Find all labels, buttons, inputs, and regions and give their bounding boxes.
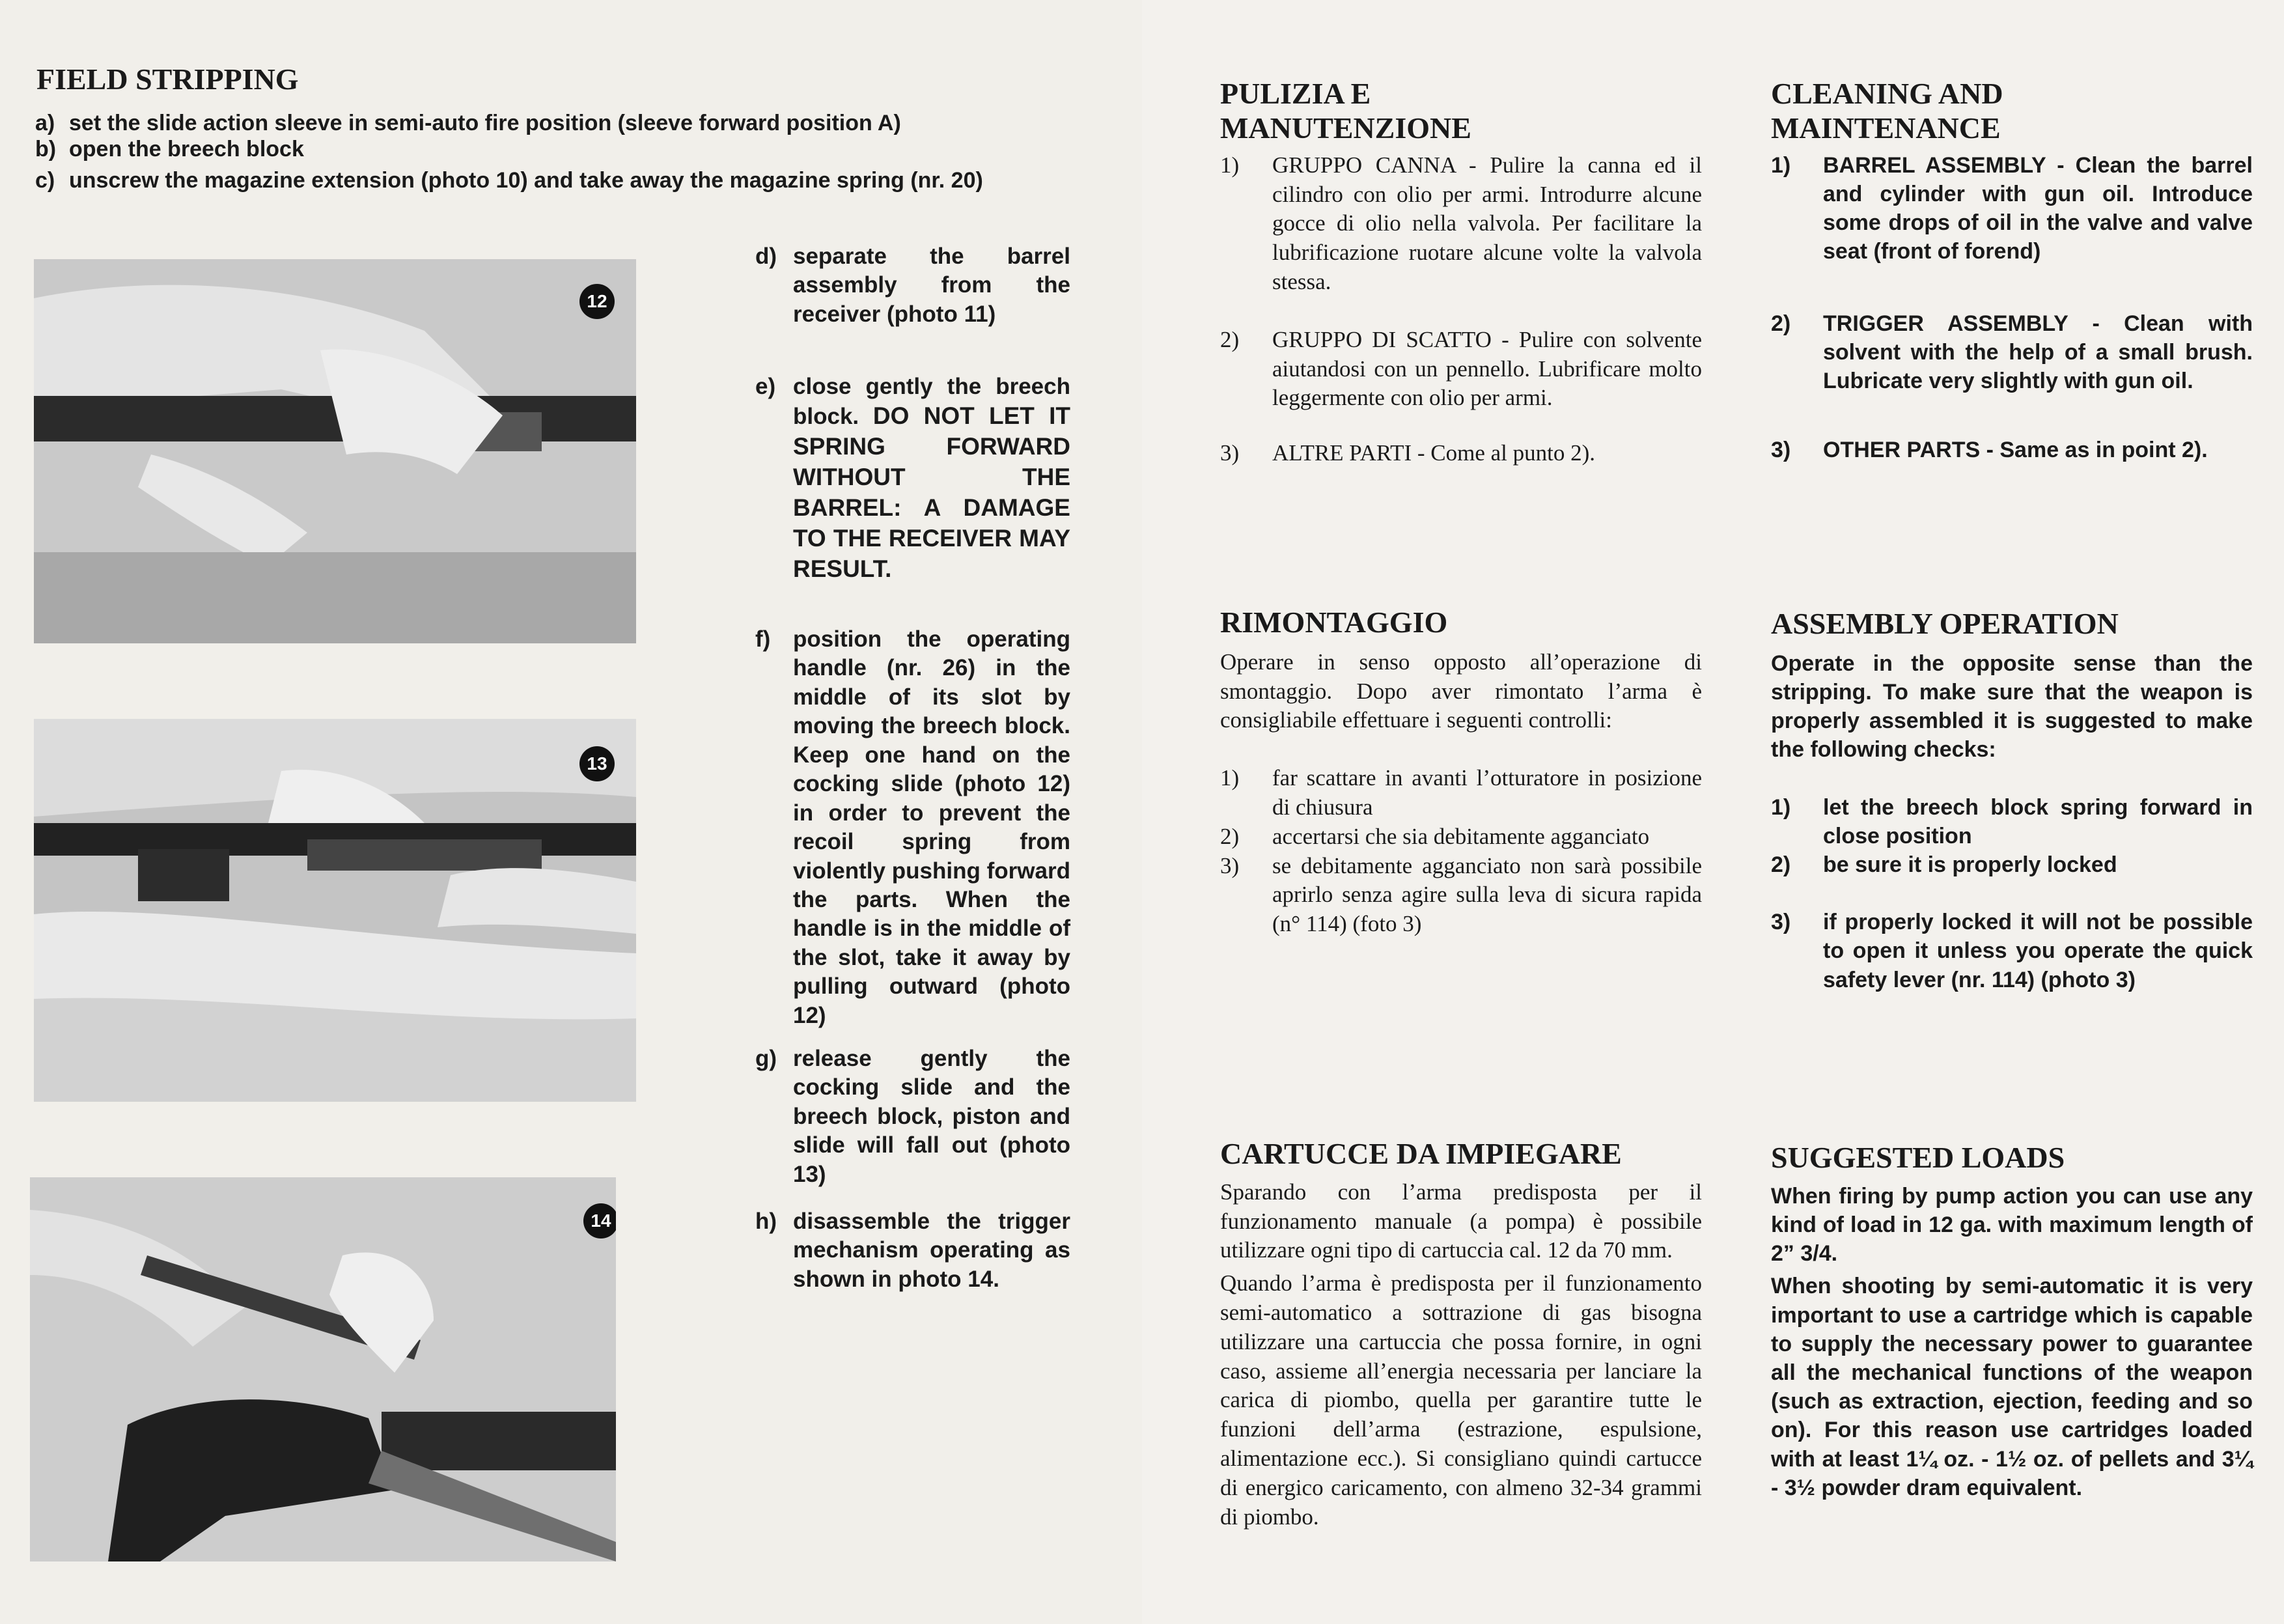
rimontaggio-item-1: 1) far scattare in avanti l’otturatore in posizione di chiusura [1220, 765, 1702, 820]
rimontaggio-intro: Operare in senso opposto all’operazione di smontaggio. Dopo aver rimontato l’arma è consigliabile effettuare i seguenti controlli: [1220, 649, 1702, 733]
cleaning-title-line2: MAINTENANCE [1771, 111, 2001, 145]
loads-p1: When firing by pump action you can use any kind of load in 12 ga. with maximum length of 2” 3/4. [1771, 1183, 2253, 1267]
step-f: f) position the operating handle (nr. 26) in the middle of its slot by moving the breech block. Keep one hand on the cocking slide (photo 12) in order to prevent the recoil spring from violently pushing forward the parts. When the handle is in the middle of the slot, take it away by pulling outward (photo 12) [755, 626, 1070, 1028]
pulizia-item-3: 3) ALTRE PARTI - Come al punto 2). [1220, 440, 1595, 466]
photo-12-badge: 12 [579, 284, 615, 319]
cleaning-item-3: 3) OTHER PARTS - Same as in point 2). [1771, 438, 2208, 463]
assembly-section [1771, 607, 2253, 1011]
step-g: g) release gently the cocking slide and the breech block, piston and slide will fall out (photo 13) [755, 1046, 1070, 1187]
intro-step-b: b) open the breech block [35, 137, 304, 161]
cartucce-p1: Sparando con l’arma predisposta per il funzionamento manuale (a pompa) è possibile utilizzare ogni tipo di cartuccia cal. 12 da 70 mm. [1220, 1179, 1702, 1263]
loads-title: SUGGESTED LOADS [1771, 1141, 2065, 1174]
photo-13 [34, 719, 636, 1102]
rimontaggio-item-3: 3) se debitamente agganciato non sarà possibile aprirlo senza agire sulla leva di sicura rapida (n° 114) (foto 3) [1220, 852, 1702, 937]
pulizia-title-line2: MANUTENZIONE [1220, 111, 1471, 145]
photo-13-badge: 13 [579, 746, 615, 781]
assembly-item-2: 2) be sure it is properly locked [1771, 852, 2117, 878]
right-page [1142, 0, 2284, 1624]
step-d: d) separate the barrel assembly from the receiver (photo 11) [755, 244, 1070, 327]
loads-section [1771, 1141, 2253, 1506]
rimontaggio-item-2: 2) accertarsi che sia debitamente agganciato [1220, 823, 1650, 849]
rimontaggio-title: RIMONTAGGIO [1220, 606, 1448, 639]
intro-step-c: c) unscrew the magazine extension (photo 10) and take away the magazine spring (nr. 20) [35, 168, 983, 193]
photo-12-image [34, 259, 636, 643]
rimontaggio-section [1220, 606, 1702, 956]
photo-14 [30, 1177, 616, 1561]
photo-12 [34, 259, 636, 643]
photo-14-badge: 14 [583, 1203, 616, 1239]
cleaning-title-line1: CLEANING AND [1771, 77, 2003, 110]
pulizia-section [1220, 77, 1702, 485]
cleaning-section [1771, 77, 2253, 481]
cartucce-title: CARTUCCE DA IMPIEGARE [1220, 1137, 1622, 1170]
pulizia-item-2: 2) GRUPPO DI SCATTO - Pulire con solvente aiutandosi con un pennello. Lubrificare molto leggermente con olio per armi. [1220, 326, 1702, 411]
cartucce-section [1220, 1137, 1702, 1535]
step-e: e) close gently the breech block. DO NOT LET IT SPRING FORWARD WITHOUT THE BARREL: A DAMAGE TO THE RECEIVER MAY RESULT. [755, 374, 1071, 583]
intro-step-a: a) set the slide action sleeve in semi-auto fire position (sleeve forward position A) [35, 111, 901, 135]
cleaning-item-1: 1) BARREL ASSEMBLY - Clean the barrel and cylinder with gun oil. Introduce some drops of oil in the valve and valve seat (front of forend) [1771, 152, 2253, 264]
pulizia-item-1: 1) GRUPPO CANNA - Pulire la canna ed il cilindro con olio per armi. Introdurre alcune gocce di olio nella valvola. Per facilitare la lubrificazione ruotare alcune volte la valvola stessa. [1220, 152, 1702, 294]
pulizia-title-line1: PULIZIA E [1220, 77, 1371, 110]
assembly-intro: Operate in the opposite sense than the stripping. To make sure that the weapon is properly assembled it is suggested to make the following checks: [1771, 651, 2253, 763]
photo-13-image [34, 719, 636, 1102]
field-stripping-title: FIELD STRIPPING [36, 63, 299, 96]
assembly-title: ASSEMBLY OPERATION [1771, 607, 2119, 640]
cartucce-p2: Quando l’arma è predisposta per il funzionamento semi-automatico a sottrazione di gas bisogna utilizzare una cartuccia che possa fornire, in ogni caso, assieme all’energia necessaria per lanciare la carica di piombo, quella per garantire tutte le funzioni dell’arma (estrazione, espulsione, alimentazione ecc.). Si consigliano quindi cartucce di energico caricamento, con almeno 32-34 grammi di piombo. [1220, 1270, 1702, 1530]
assembly-item-1: 1) let the breech block spring forward in close position [1771, 794, 2253, 848]
cleaning-item-2: 2) TRIGGER ASSEMBLY - Clean with solvent with the help of a small brush. Lubricate very slightly with gun oil. [1771, 311, 2253, 393]
loads-p2: When shooting by semi-automatic it is very important to use a cartridge which is capable to supply the necessary power to guarantee all the mechanical functions of the weapon (such as extraction, ejection, feeding and so on). For this reason use cartridges loaded with at least 1¼ oz. - 1½ oz. of pellets and 3¼ - 3½ powder dram equivalent. [1771, 1274, 2253, 1500]
step-h: h) disassemble the trigger mechanism operating as shown in photo 14. [755, 1209, 1070, 1292]
assembly-item-3: 3) if properly locked it will not be possible to open it unless you operate the quick safety lever (nr. 114) (photo 3) [1771, 910, 2253, 992]
photo-14-image [30, 1177, 616, 1561]
